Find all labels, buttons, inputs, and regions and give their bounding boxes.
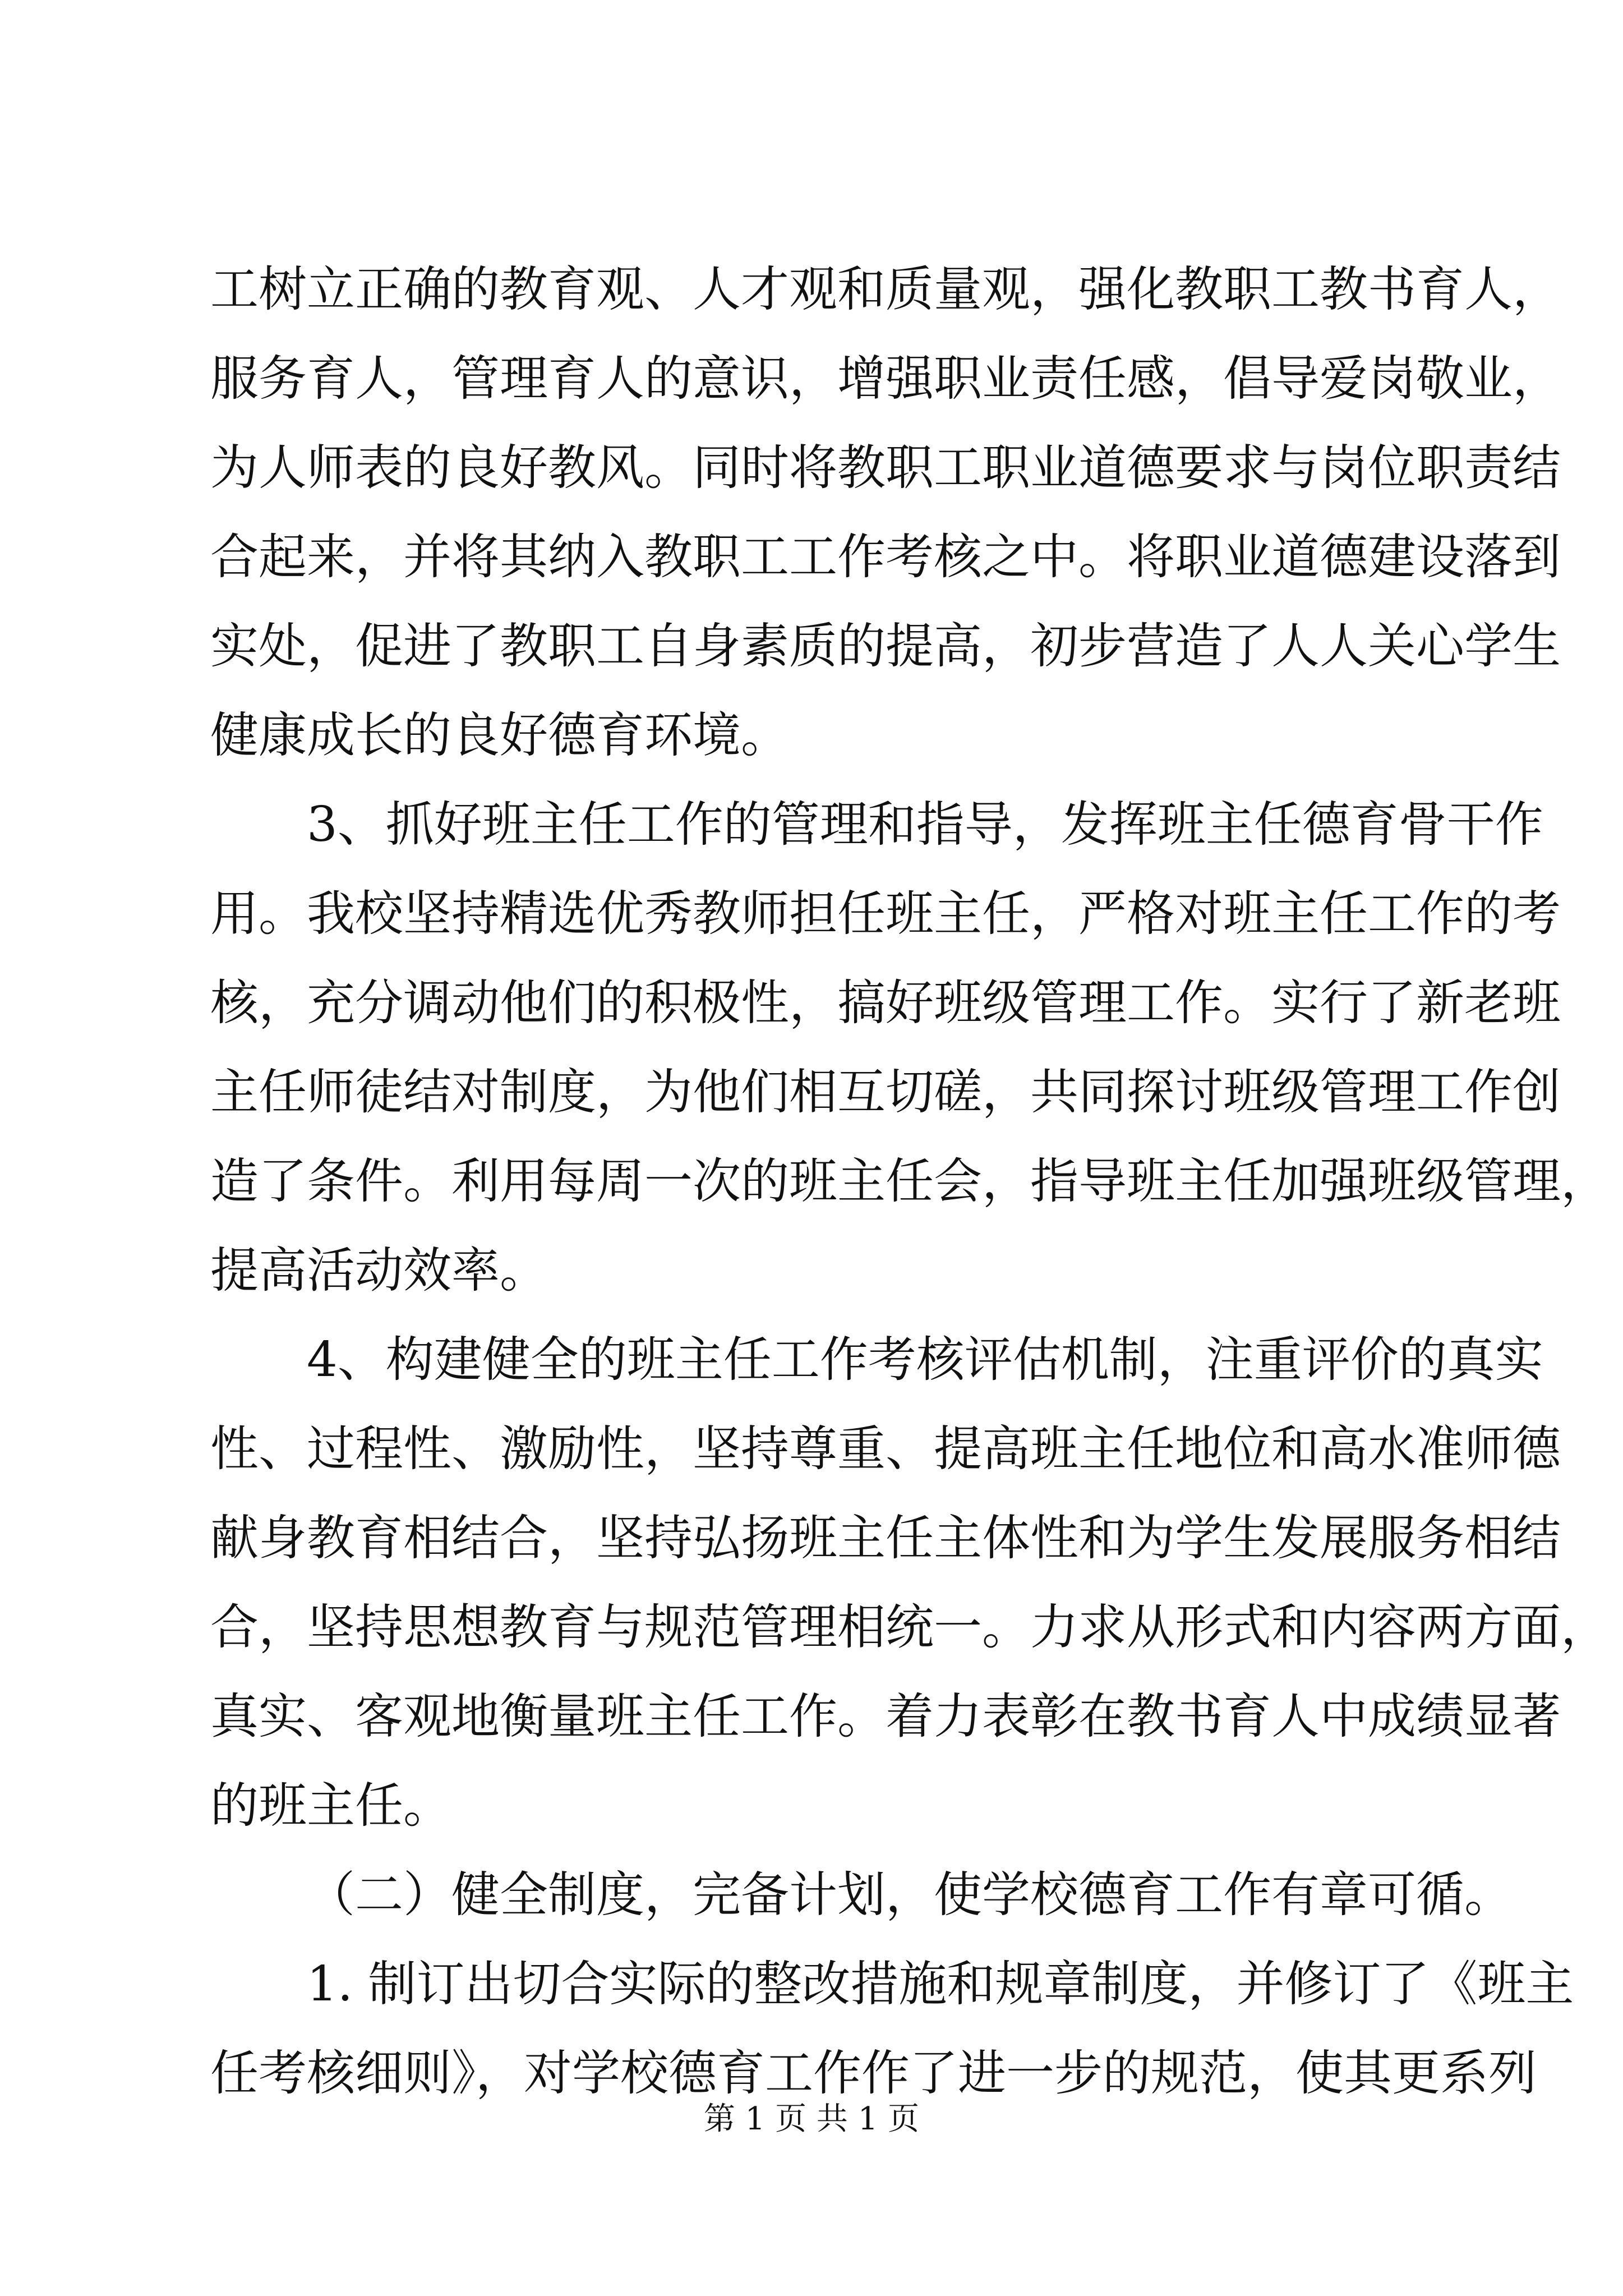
text-line: 主任师徒结对制度，为他们相互切磋，共同探讨班级管理工作创 [210, 1064, 1561, 1120]
page-footer: 第 1 页 共 1 页 [703, 2101, 920, 2137]
text-line: 造了条件。利用每周一次的班主任会，指导班主任加强班级管理， [210, 1153, 1609, 1209]
paragraph-3-first-line: 3、抓好班主任工作的管理和指导，发挥班主任德育骨干作 [307, 797, 1543, 853]
text-line: 任考核细则》，对学校德育工作作了进一步的规范，使其更系列 [210, 2045, 1537, 2101]
text-line: 用。我校坚持精选优秀教师担任班主任，严格对班主任工作的考 [210, 886, 1561, 942]
text-line: 服务育人，管理育人的意识，增强职业责任感，倡导爱岗敬业， [210, 351, 1561, 407]
text-line: 提高活动效率。 [210, 1243, 548, 1299]
text-line: 为人师表的良好教风。同时将教职工职业道德要求与岗位职责结 [210, 440, 1561, 496]
paragraph-1-first-line: 1. 制订出切合实际的整改措施和规章制度，并修订了《班主 [307, 1956, 1574, 2012]
text-line: 工树立正确的教育观、人才观和质量观，强化教职工教书育人， [210, 261, 1561, 318]
text-line: 的班主任。 [210, 1778, 451, 1834]
section-heading: （二）健全制度，完备计划，使学校德育工作有章可循。 [307, 1867, 1513, 1923]
text-line: 健康成长的良好德育环境。 [210, 707, 789, 763]
text-line: 合，坚持思想教育与规范管理相统一。力求从形式和内容两方面， [210, 1599, 1609, 1655]
text-line: 献身教育相结合，坚持弘扬班主任主体性和为学生发展服务相结 [210, 1510, 1561, 1566]
text-line: 性、过程性、激励性，坚持尊重、提高班主任地位和高水准师德 [210, 1421, 1561, 1477]
text-line: 合起来，并将其纳入教职工工作考核之中。将职业道德建设落到 [210, 529, 1561, 585]
text-line: 实处，促进了教职工自身素质的提高，初步营造了人人关心学生 [210, 618, 1561, 674]
paragraph-4-first-line: 4、构建健全的班主任工作考核评估机制，注重评价的真实 [307, 1332, 1543, 1388]
text-line: 真实、客观地衡量班主任工作。着力表彰在教书育人中成绩显著 [210, 1688, 1561, 1745]
text-line: 核，充分调动他们的积极性，搞好班级管理工作。实行了新老班 [210, 975, 1561, 1031]
